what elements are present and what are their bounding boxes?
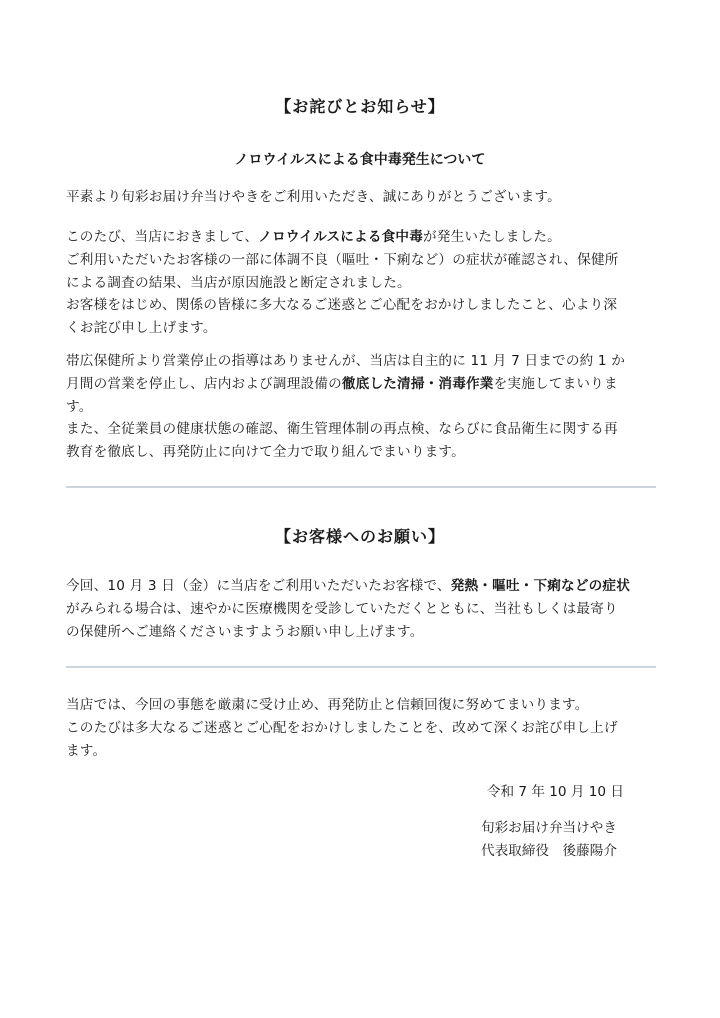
greeting-text: 平素より旬彩お届け弁当けやきをご利用いただき、誠にありがとうございます。 [66,189,561,205]
incident-line-3: による調査の結果、当店が原因施設と断定されました。 [66,274,411,291]
measures-emphasis: 徹底した清掃・消毒作業 [341,375,494,392]
closing-paragraph [66,694,660,762]
measures-line-5: 教育を徹底し、再発防止に向けて全力で取り組んでまいります。 [66,444,465,461]
greeting-paragraph [66,186,660,209]
request-line-2: がみられる場合は、速やかに医療機関を受診していただくとともに、当社もしくは最寄り [66,600,618,617]
measures-line-2-post: を実施してまいりま [493,375,618,392]
closing-line-2: このたびは多大なるご迷惑とご心配をおかけしましたことを、改めて深くお詫び申し上げ [66,719,618,736]
section-divider [66,666,656,668]
notice-date: 令和 7 年 10 月 10 日 [486,784,624,800]
measures-paragraph [66,350,660,464]
notice-subtitle: ノロウイルスによる食中毒発生について [234,152,486,168]
incident-line-4: お客様をはじめ、関係の皆様に多大なるご迷惑とご心配をおかけしましたこと、心より深 [66,297,618,314]
measures-line-4: また、全従業員の健康状態の確認、衛生管理体制の再点検、ならびに食品衛生に関する再 [66,421,618,438]
measures-line-2-pre: 月間の営業を停止し、店内および調理設備の [66,375,342,392]
request-line-3: の保健所へご連絡くださいますようお願い申し上げます。 [66,623,424,640]
signature-block [481,817,617,862]
notice-title: 【お詫びとお知らせ】 [275,97,445,116]
measures-line-1: 帯広保健所より営業停止の指導はありませんが、当店は自主的に 11 月 7 日までの約 1 か [66,353,626,369]
request-line-1 [66,575,660,598]
incident-line-2: ご利用いただいたお客様の一部に体調不良（嘔吐・下痢など）の症状が確認され、保健所 [66,251,619,268]
section-divider [66,486,656,488]
company-name: 旬彩お届け弁当けやき [481,820,617,836]
representative-name: 代表取締役 後藤陽介 [481,842,617,859]
closing-line-3: ます。 [66,742,107,759]
measures-line-2 [66,373,660,396]
incident-line-1-post: が発生いたしました。 [423,229,561,245]
incident-emphasis: ノロウイルスによる食中毒 [258,229,424,245]
incident-line-1-pre: このたび、当店におきまして、 [66,229,259,245]
request-line-1-pre: 今回、10 月 3 日（金）に当店をご利用いただいたお客様で、 [66,578,451,594]
request-paragraph [66,575,660,643]
closing-line-1: 当店では、今回の事態を厳粛に受け止め、再発防止と信頼回復に努めてまいります。 [66,697,589,713]
request-title: 【お客様へのお願い】 [274,527,445,546]
incident-line-5: くお詫び申し上げます。 [66,320,217,337]
incident-paragraph [66,226,660,340]
measures-line-3: す。 [66,398,93,415]
request-emphasis: 発熱・嘔吐・下痢などの症状 [450,578,631,594]
incident-line-1 [66,226,660,249]
